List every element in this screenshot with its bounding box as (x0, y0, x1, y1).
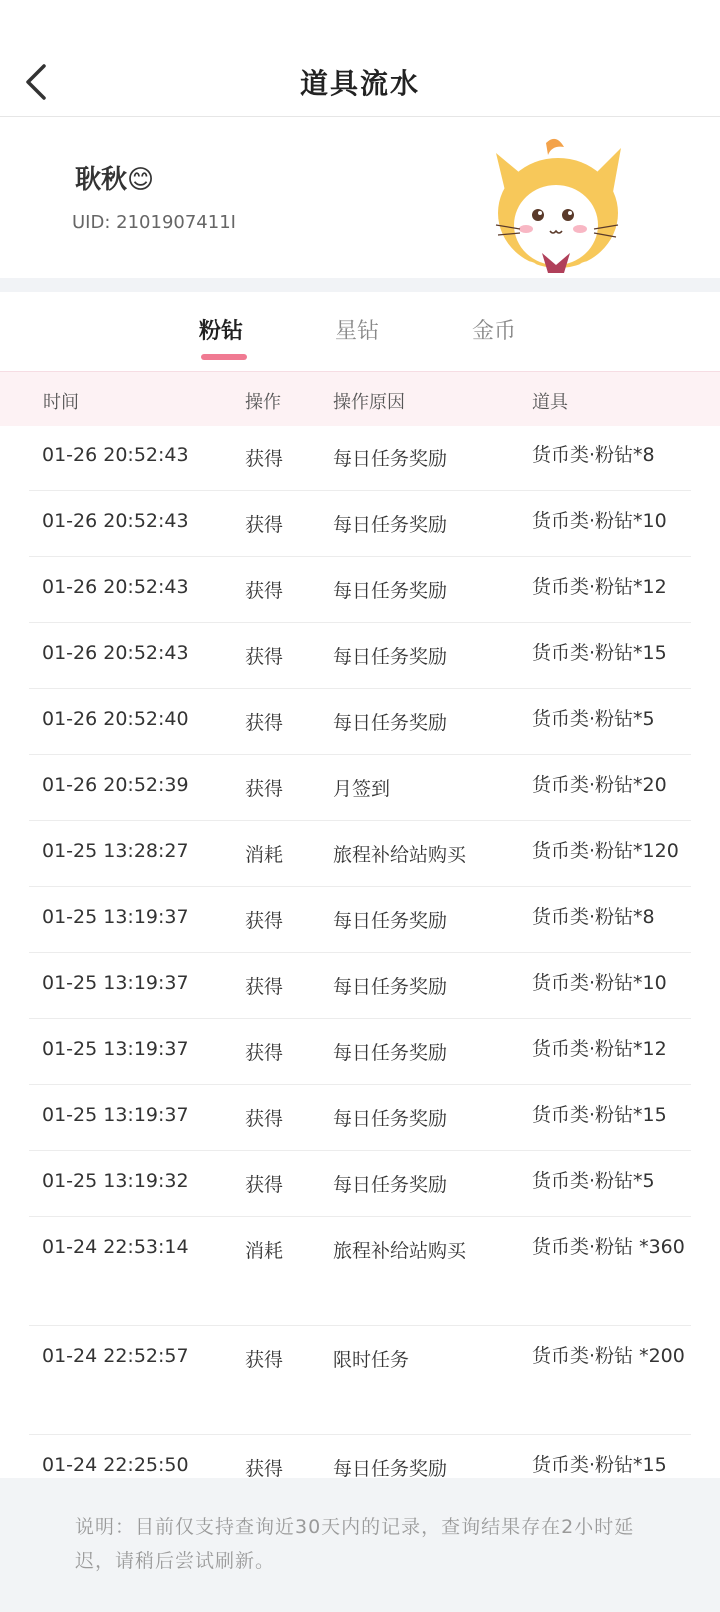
table-row (29, 1019, 691, 1085)
cell-reason: 旅程补给站购买 (333, 844, 467, 866)
header-reason: 操作原因 (333, 392, 405, 413)
cell-item: 货币类·粉钻*15 (532, 642, 667, 664)
user-name: 耿秋😊 (75, 165, 155, 195)
top-bar (0, 0, 720, 117)
table-row (29, 491, 691, 557)
cell-time: 01-26 20:52:39 (42, 774, 189, 796)
cell-time: 01-26 20:52:40 (42, 708, 189, 730)
table-row (29, 557, 691, 623)
table-row (29, 1217, 691, 1326)
cell-operation: 获得 (245, 976, 284, 998)
table-row (29, 1326, 691, 1435)
cell-operation: 获得 (245, 1174, 284, 1196)
cell-operation: 获得 (245, 1458, 284, 1478)
cell-item: 货币类·粉钻*15 (532, 1454, 667, 1476)
cell-reason: 月签到 (333, 778, 391, 800)
table-row (29, 689, 691, 755)
cell-operation: 获得 (245, 1349, 284, 1371)
table-row (29, 953, 691, 1019)
cell-item: 货币类·粉钻*12 (532, 576, 667, 598)
cell-operation: 获得 (245, 580, 284, 602)
header-operation: 操作 (245, 392, 281, 413)
cell-time: 01-26 20:52:43 (42, 642, 189, 664)
table-row (29, 623, 691, 689)
cell-operation: 获得 (245, 646, 284, 668)
header-item: 道具 (532, 392, 568, 413)
table-header (0, 371, 720, 426)
cell-reason: 旅程补给站购买 (333, 1240, 467, 1262)
cell-item: 货币类·粉钻*8 (532, 444, 655, 466)
cell-item: 货币类·粉钻*20 (532, 774, 667, 796)
tab-pink-diamond[interactable]: 粉钻 (199, 319, 244, 344)
cat-mascot-icon (486, 133, 631, 283)
cell-reason: 每日任务奖励 (333, 976, 448, 998)
cell-reason: 每日任务奖励 (333, 580, 448, 602)
cell-item: 货币类·粉钻*12 (532, 1038, 667, 1060)
cell-operation: 获得 (245, 1108, 284, 1130)
cell-reason: 每日任务奖励 (333, 646, 448, 668)
table-row (29, 821, 691, 887)
user-profile-card (0, 117, 720, 278)
section-divider (0, 278, 720, 292)
cell-operation: 消耗 (245, 1240, 284, 1262)
cell-item: 货币类·粉钻 *360 (532, 1236, 685, 1258)
cell-item: 货币类·粉钻*120 (532, 840, 679, 862)
record-list[interactable] (0, 425, 720, 1478)
cell-operation: 获得 (245, 1042, 284, 1064)
cell-time: 01-25 13:19:37 (42, 972, 189, 994)
cell-time: 01-26 20:52:43 (42, 444, 189, 466)
table-row (29, 425, 691, 491)
cell-reason: 每日任务奖励 (333, 1108, 448, 1130)
cell-item: 货币类·粉钻*5 (532, 1170, 655, 1192)
cell-time: 01-24 22:25:50 (42, 1454, 189, 1476)
cell-item: 货币类·粉钻*5 (532, 708, 655, 730)
active-tab-indicator (201, 354, 247, 360)
cell-time: 01-25 13:19:37 (42, 1104, 189, 1126)
cell-operation: 获得 (245, 910, 284, 932)
cell-time: 01-24 22:53:14 (42, 1236, 189, 1258)
cell-reason: 每日任务奖励 (333, 448, 448, 470)
cell-time: 01-25 13:19:37 (42, 906, 189, 928)
cell-operation: 消耗 (245, 844, 284, 866)
currency-tabs (0, 292, 720, 370)
cell-time: 01-25 13:19:37 (42, 1038, 189, 1060)
table-row (29, 1435, 691, 1478)
table-row (29, 755, 691, 821)
cell-item: 货币类·粉钻*8 (532, 906, 655, 928)
cell-item: 货币类·粉钻*10 (532, 510, 667, 532)
notice-text: 说明：目前仅支持查询近30天内的记录，查询结果存在2小时延迟，请稍后尝试刷新。 (75, 1516, 635, 1572)
cell-time: 01-25 13:19:32 (42, 1170, 189, 1192)
cell-reason: 每日任务奖励 (333, 514, 448, 536)
cell-operation: 获得 (245, 778, 284, 800)
tab-gold-coin[interactable]: 金币 (472, 319, 517, 344)
cell-operation: 获得 (245, 514, 284, 536)
cell-reason: 每日任务奖励 (333, 1174, 448, 1196)
cell-reason: 每日任务奖励 (333, 1042, 448, 1064)
cell-time: 01-26 20:52:43 (42, 510, 189, 532)
header-time: 时间 (43, 392, 79, 413)
cell-item: 货币类·粉钻 *200 (532, 1345, 685, 1367)
tab-star-diamond[interactable]: 星钻 (335, 319, 380, 344)
page-title: 道具流水 (299, 67, 420, 100)
cell-operation: 获得 (245, 448, 284, 470)
cell-reason: 限时任务 (333, 1349, 410, 1371)
cell-time: 01-24 22:52:57 (42, 1345, 189, 1367)
user-uid: UID: 2101907411I (72, 212, 236, 233)
table-row (29, 887, 691, 953)
cell-item: 货币类·粉钻*10 (532, 972, 667, 994)
table-row (29, 1085, 691, 1151)
cell-operation: 获得 (245, 712, 284, 734)
table-row (29, 1151, 691, 1217)
cell-reason: 每日任务奖励 (333, 712, 448, 734)
cell-time: 01-25 13:28:27 (42, 840, 189, 862)
cell-reason: 每日任务奖励 (333, 910, 448, 932)
cell-item: 货币类·粉钻*15 (532, 1104, 667, 1126)
cell-reason: 每日任务奖励 (333, 1458, 448, 1478)
notice-panel (0, 1478, 720, 1612)
cell-time: 01-26 20:52:43 (42, 576, 189, 598)
